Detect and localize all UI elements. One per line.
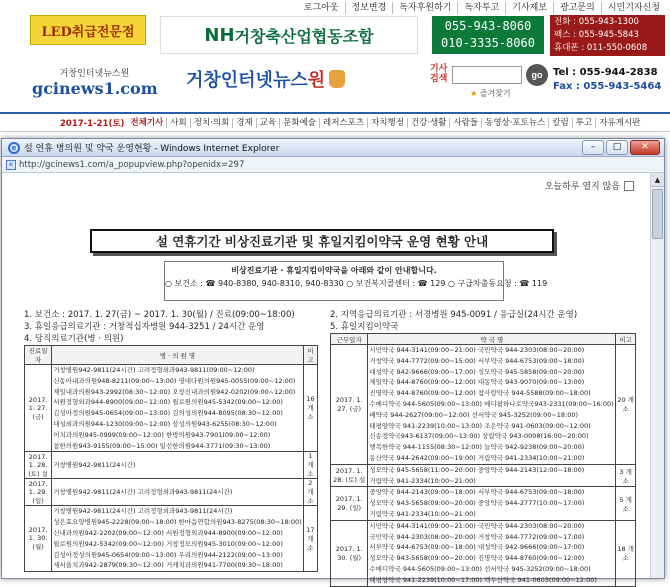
facility-entry: 신내과의원942-2202(09:00~12:00) 서원정형외과944-8900(09:00~12:00) bbox=[53, 528, 283, 537]
facility-entry: 시민약국 944-3141(09:00~21:00) 국민약국 944-2303(08:00~20:00) bbox=[369, 346, 585, 354]
row-facility-list bbox=[52, 479, 304, 506]
top-navigation bbox=[298, 2, 666, 14]
site-name[interactable] bbox=[186, 66, 345, 92]
maximize-button[interactable]: □ bbox=[606, 140, 628, 155]
row-facility-list bbox=[368, 487, 616, 520]
facility-entry: 수메디약국 944-5605(09:00~13:00) 메디팜하나로약국943-2331(09:00~16:00) bbox=[369, 399, 614, 408]
menu-item[interactable]: 칼럼 bbox=[548, 118, 571, 128]
no-show-today-label: 오늘하루 열지 않음 bbox=[544, 182, 620, 192]
top-nav-link[interactable]: 시민기자신청 bbox=[601, 2, 666, 14]
facility-entry: 행복한약국 944-1155(08:30~12:00) 늘약국 942-9238(09:00~20:00) bbox=[369, 443, 585, 452]
contact-info bbox=[553, 66, 665, 96]
nh-ad-banner[interactable] bbox=[160, 16, 418, 54]
section-duty-clinics: 4. 당직의료기관(병 · 의원) bbox=[24, 334, 124, 344]
tel-ad-line-1: 전화 : 055-943-1300 bbox=[554, 17, 639, 27]
row-count: 5 개소 bbox=[616, 487, 636, 520]
scroll-thumb[interactable] bbox=[652, 189, 663, 239]
facility-entry: 거창병원942-9811(24시간) 고려정형외과943-9811(09:00~12:00) bbox=[53, 366, 255, 374]
row-facility-list bbox=[52, 452, 304, 479]
row-count: 17 개소 bbox=[303, 506, 317, 572]
table-row bbox=[25, 365, 318, 452]
facility-entry: 김성아정성의원945-0654(09:00~13:00) 우리의원944-2122(09:00~13:00) bbox=[53, 550, 283, 559]
menu-item[interactable]: 투고 bbox=[572, 118, 595, 128]
phone-ad-banner[interactable] bbox=[432, 16, 544, 54]
facility-entry: 대성외과의원944-1230(09:00~12:00) 삼성의원943-6255(08:30~12:00) bbox=[53, 419, 277, 428]
row-facility-list bbox=[52, 506, 304, 572]
ie-popup-window bbox=[1, 138, 665, 584]
menu-item[interactable]: 정치·의회 bbox=[190, 118, 233, 128]
no-show-today-checkbox[interactable] bbox=[624, 181, 634, 191]
row-date: 2017. 1. 28. (토) 설 bbox=[331, 464, 368, 487]
section-holiday-pharmacies: 5. 휴일지킴이약국 bbox=[330, 322, 399, 332]
site-name-won: 원 bbox=[307, 70, 326, 91]
facility-entry: 태평양약국 941-2239(10:00~17:00) 백두산약국 941-0603(09:00~12:00) bbox=[369, 575, 597, 584]
address-bar[interactable] bbox=[2, 157, 664, 173]
logo-domain: gcinews1.com bbox=[32, 79, 158, 98]
no-show-today-option[interactable] bbox=[545, 179, 634, 192]
top-nav-link[interactable]: 광고문의 bbox=[553, 2, 601, 14]
facility-entry: 배약국 944-2627(09:00~12:00) 선서약국 945-3252(09:00~18:00) bbox=[369, 410, 579, 419]
bookmark-link[interactable] bbox=[470, 88, 511, 99]
facility-entry: 서부약국 944-6753(09:00~18:00) 대성약국 942-9666(09:00~17:00) bbox=[369, 543, 585, 552]
facility-entry: 김성아정의원945-0654(09:00~13:00) 김의성의원944-8095(08:30~12:00) bbox=[53, 409, 283, 418]
row-count: 20 개소 bbox=[616, 345, 636, 465]
window-title: 설 연휴 병의원 및 약국 운영현황 - Windows Internet Explorer bbox=[24, 144, 280, 154]
row-date: 2017. 1. 30. (월) bbox=[25, 506, 52, 572]
table-row bbox=[331, 345, 636, 465]
close-button[interactable]: ✕ bbox=[630, 140, 660, 155]
section-regional-emergency: 2. 지역응급의료기관 : 서경병원 945-0091 / 응급실(24시간 운영) bbox=[330, 310, 578, 320]
window-controls bbox=[582, 140, 660, 155]
column-header: 근무일자 bbox=[331, 334, 368, 345]
section-health-center: 1. 보건소 : 2017. 1. 27(금) ~ 2017. 1. 30(월) / 진료(09:00~18:00) bbox=[24, 310, 295, 320]
column-header: 진료일자 bbox=[25, 346, 52, 365]
contact-fax: Fax : 055-943-5464 bbox=[553, 81, 662, 92]
menu-item[interactable]: 동영상·포토뉴스 bbox=[481, 118, 548, 128]
table-row bbox=[331, 464, 636, 487]
facility-entry: 태평양약국 941-2239(10:00~13:00) 조은약국 941-0603(09:00~12:00) bbox=[369, 421, 591, 430]
logo-subtitle: 거창인터넷뉴스원 bbox=[59, 69, 130, 79]
notice-title: 설 연휴기간 비상진료기관 및 휴일지킴이약국 운영 현황 안내 bbox=[90, 229, 554, 253]
nh-ad-text: 거창축산업협동조합 bbox=[234, 26, 374, 46]
star-icon: ★ bbox=[470, 89, 478, 98]
menu-item[interactable]: 사회 bbox=[166, 118, 189, 128]
menu-item[interactable]: 교육 bbox=[256, 118, 279, 128]
table-row bbox=[331, 487, 636, 520]
row-date: 2017. 1. 29. (일) bbox=[331, 487, 368, 520]
top-nav-link[interactable]: 독자투고 bbox=[457, 2, 505, 14]
facility-entry: 거창병원942-9811(24시간) bbox=[53, 460, 136, 469]
thumbs-up-icon bbox=[329, 70, 345, 88]
table-row bbox=[25, 452, 318, 479]
facility-entry: 참한의원943-9155(09:00~15:00) 일신한의원944-3771(09:30~13:00) bbox=[53, 441, 271, 450]
top-nav-link[interactable]: 독자후원하기 bbox=[392, 2, 457, 14]
column-header: 약 국 명 bbox=[368, 334, 616, 345]
notice-info-box bbox=[164, 261, 548, 301]
menu-date: 2017-1-21(토) bbox=[60, 118, 125, 129]
website-header bbox=[0, 0, 670, 140]
row-date: 2017. 1. 29. (일) bbox=[25, 479, 52, 506]
phone-ad-line-1: 055-943-8060 bbox=[444, 19, 532, 33]
top-nav-link[interactable]: 기사제보 bbox=[505, 2, 553, 14]
site-logo[interactable] bbox=[32, 66, 157, 100]
row-date: 2017. 1. 30. (월) bbox=[331, 520, 368, 586]
facility-entry: 성모약국 945-5658(11:00~20:00) 중앙약국 944-2143(12:00~18:00) bbox=[369, 465, 585, 474]
facility-entry: 시민약국 944-3141(09:00~21:00) 국민약국 944-2303(08:00~20:00) bbox=[369, 521, 585, 530]
facility-entry: 신동아내과의원948-8211(09:00~13:00) 영대다원의원945-0055(09:00~12:00) bbox=[53, 376, 296, 385]
row-count: 2 개소 bbox=[303, 479, 317, 506]
scroll-up-arrow-icon[interactable]: ▲ bbox=[651, 173, 664, 187]
section-holiday-emergency: 3. 휴일응급의료기관 : 거창적십자병원 944-3251 / 24시간 운영 bbox=[24, 322, 265, 332]
site-name-main: 거창인터넷뉴스 bbox=[186, 70, 308, 91]
nh-ad-prefix: NH bbox=[204, 24, 235, 46]
popup-content bbox=[2, 173, 650, 584]
top-nav-link[interactable]: 정보변경 bbox=[345, 2, 393, 14]
row-facility-list bbox=[52, 365, 304, 452]
search-area bbox=[430, 64, 548, 98]
menu-item[interactable]: 사람들 bbox=[449, 118, 481, 128]
row-facility-list bbox=[368, 345, 616, 465]
facility-entry: 거림약국 941-2334(10:00~21:00) bbox=[369, 509, 476, 518]
category-menu bbox=[0, 112, 670, 132]
url-text: http://gcinews1.com/a_popupview.php?openidx=297 bbox=[19, 159, 245, 170]
row-date: 2017. 1. 28. (토) 설 bbox=[25, 452, 52, 479]
table-row bbox=[25, 506, 318, 572]
menu-item[interactable]: 문화예술 bbox=[279, 118, 319, 128]
facility-entry: 동산약국 944-2642(09:00~19:00) 거림약국 941-2334(10:00~21:00) bbox=[369, 453, 585, 462]
led-ad-text: LED취급전문점 bbox=[41, 24, 135, 40]
info-main-text: 비상진료기관 · 휴일지킴이약국을 아래와 같이 안내합니다. bbox=[231, 266, 437, 275]
menu-item[interactable]: 레저스포츠 bbox=[319, 118, 367, 128]
row-count: 16 개소 bbox=[303, 365, 317, 452]
facility-entry: 거창병원942-9811(24시간) 고려정형외과943-9811(24시간) bbox=[53, 487, 233, 496]
vertical-scrollbar[interactable] bbox=[650, 173, 664, 578]
row-facility-list bbox=[368, 520, 616, 586]
menu-item[interactable]: 전체기사 bbox=[130, 117, 164, 128]
info-contacts-text: ○ 보건소 : ☎ 940-8380, 940-8310, 940-8330 ○ 보건복지콜센터 : ☎ 129 ○ 구급차출동요청 : ☎ 119 bbox=[165, 279, 548, 288]
facility-entry: 진명약국 944-8760(09:00~12:00) 참사랑약국 944-5588(09:00~18:00) bbox=[369, 389, 591, 398]
row-date: 2017. 1. 27. (금) bbox=[25, 365, 52, 452]
facility-entry: 국민약국 944-2303(08:00~20:00) 거창약국 944-7772(09:00~17:00) bbox=[369, 532, 585, 541]
facility-entry: 윌로원의원942-5342(09:00~12:00) 거창정모의원945-3010(09:00~12:00) bbox=[53, 539, 283, 548]
top-nav-link[interactable]: 로그아웃 bbox=[303, 3, 339, 13]
facility-entry: 거림약국 941-2334(10:00~21:00) bbox=[369, 476, 476, 485]
column-header: 비 고 bbox=[303, 346, 317, 365]
facility-entry: 성은효요양병원945-2228(09:00~18:00) 한마음연합의원943-8275(08:30~18:00) bbox=[53, 518, 302, 527]
row-count: 18 개소 bbox=[616, 520, 636, 586]
facility-entry: 서원정형외과944-8900(09:00~12:00) 윌로원의원945-5342(09:00~12:00) bbox=[53, 398, 283, 407]
menu-item[interactable]: 자치행정 bbox=[367, 118, 407, 128]
duty-clinics-table bbox=[24, 345, 318, 572]
phone-ad-line-2: 010-3335-8060 bbox=[441, 36, 535, 50]
contact-tel: Tel : 055-944-2838 bbox=[553, 67, 658, 78]
search-label: 기사 검색 bbox=[430, 64, 448, 84]
tel-ad-line-2: 팩스 : 055-945-5843 bbox=[554, 30, 639, 40]
row-facility-list bbox=[368, 464, 616, 487]
led-ad-banner[interactable] bbox=[30, 15, 146, 45]
tel-ad-banner[interactable] bbox=[550, 15, 665, 56]
holiday-pharmacies-table bbox=[330, 333, 636, 587]
search-go-button[interactable]: go bbox=[526, 64, 548, 86]
row-count: 1 개소 bbox=[303, 452, 317, 479]
facility-entry: 이치과의원945-0999(09:00~12:00) 한방의원943-7901(09:00~12:00) bbox=[53, 430, 271, 439]
table-row bbox=[25, 479, 318, 506]
menu-item[interactable]: 건강·생활 bbox=[407, 118, 450, 128]
menu-item[interactable]: 경제 bbox=[232, 118, 255, 128]
facility-entry: 세서울치과942-2879(09:30~12:00) 거캐치과의원941-7700(09:30~18:00) bbox=[53, 561, 283, 570]
table-row bbox=[331, 520, 636, 586]
column-header: 비고 bbox=[616, 334, 636, 345]
column-header: 병 · 의 원 명 bbox=[52, 346, 304, 365]
menu-item[interactable]: 자유게시판 bbox=[595, 118, 643, 128]
facility-entry: 수메디약국 944-5605(09:00~13:00) 선서약국 945-3252(09:00~18:00) bbox=[369, 564, 591, 573]
minimize-button[interactable]: – bbox=[582, 140, 604, 155]
facility-entry: 제일내과의원943-2992(08:30~12:00) 오창신내과의원942-0202(09:00~12:00) bbox=[53, 387, 296, 396]
page-icon: e bbox=[6, 160, 16, 170]
window-titlebar[interactable] bbox=[2, 139, 664, 157]
internet-explorer-icon: e bbox=[8, 142, 20, 154]
facility-entry: 성모약국 943-5658(09:00~20:00) 진명약국 944-8760(09:00~12:00) bbox=[369, 554, 585, 563]
facility-entry: 대성약국 942-9666(09:00~17:00) 성모약국 945-5858(09:00~20:00) bbox=[369, 367, 585, 376]
search-input[interactable] bbox=[452, 66, 522, 84]
row-count: 3 개소 bbox=[616, 464, 636, 487]
facility-entry: 성모약국 943-5658(09:00~20:00) 중앙약국 944-2777(10:00~17:00) bbox=[369, 499, 585, 508]
row-date: 2017. 1. 27. (금) bbox=[331, 345, 368, 465]
bookmark-label: 즐겨찾기 bbox=[479, 89, 511, 98]
facility-entry: 제일약국 944-8760(09:00~12:00) 대동약국 943-9070(09:00~13:00) bbox=[369, 378, 585, 387]
facility-entry: 거창약국 944-7772(09:00~15:00) 서부약국 944-6753(09:00~18:00) bbox=[369, 356, 585, 365]
facility-entry: 신송정약국943-6137(09:00~13:00) 상림약국 943-0008(16:00~20:00) bbox=[369, 432, 589, 441]
facility-entry: 거창병원942-9811(24시간) 고려정형외과943-9811(24시간) bbox=[53, 507, 233, 516]
facility-entry: 중앙약국 944-2143(09:00~18:00) 서부약국 944-6753(09:00~18:00) bbox=[369, 488, 585, 497]
tel-ad-line-3: 휴대폰 : 011-550-0608 bbox=[554, 43, 648, 53]
